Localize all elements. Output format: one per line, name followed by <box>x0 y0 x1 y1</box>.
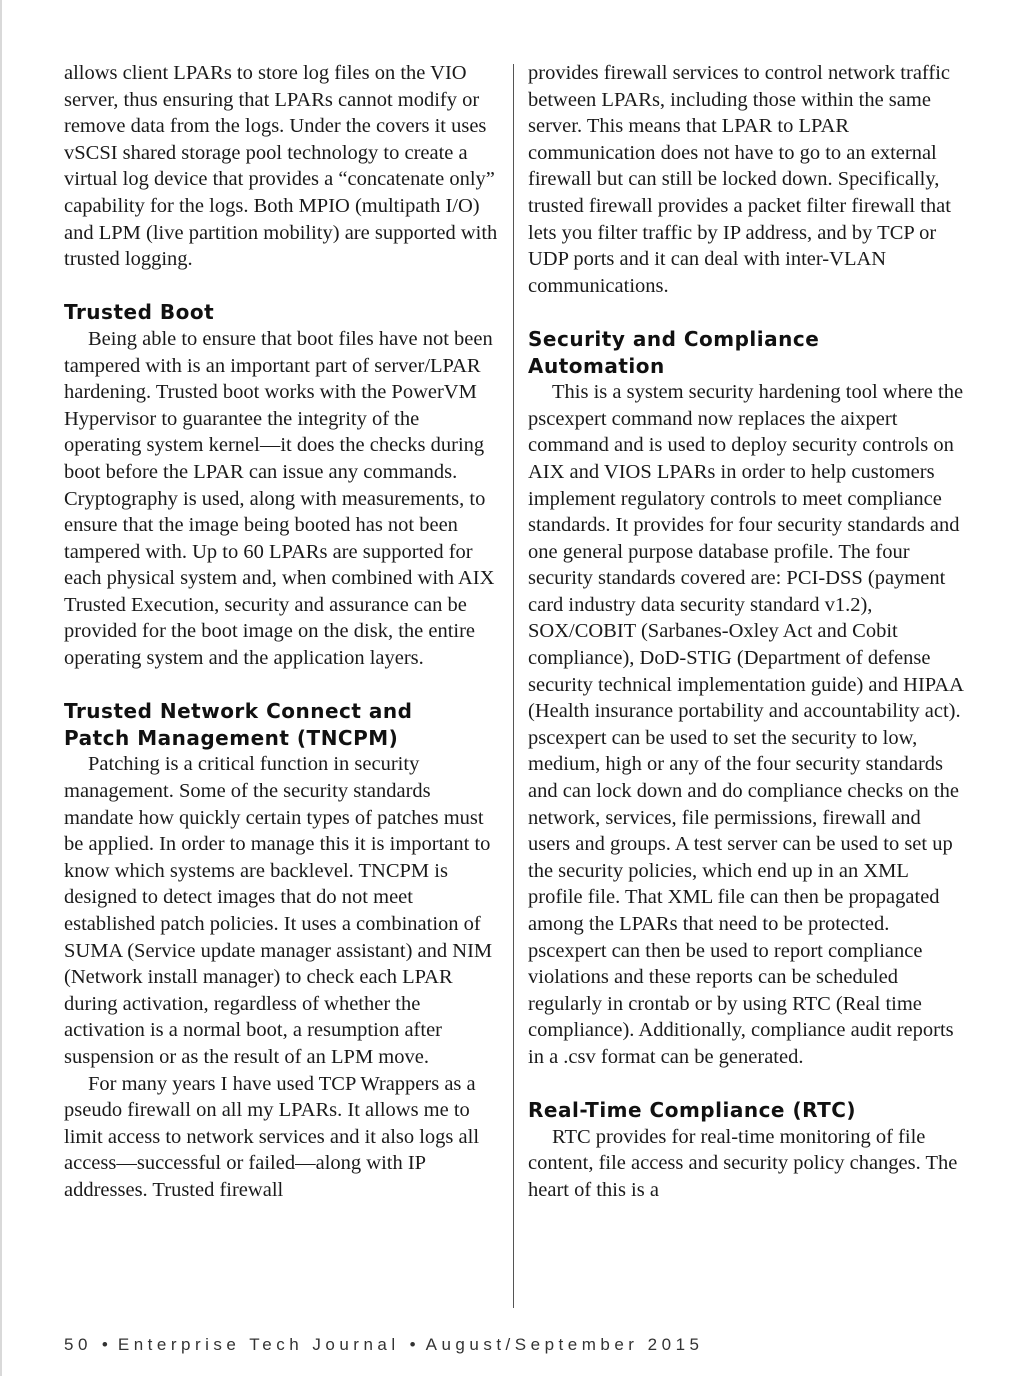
spacer <box>528 1071 964 1098</box>
paragraph-trusted-firewall: provides firewall services to control network traffic between LPARs, including those within the same server. This means that LPAR to LPAR communication does not have to go to an external firewall but can still be locked down. Specifically, trusted firewall provides a packet filter firewall that lets you filter traffic by IP address, and by TCP or UDP ports and it can deal with inter-VLAN communications. <box>528 62 951 297</box>
page-footer <box>64 1335 703 1355</box>
page-edge <box>0 0 2 1376</box>
heading-tncpm-line2: Patch Management (TNCPM) <box>64 725 399 750</box>
heading-trusted-boot: Trusted Boot <box>64 300 215 325</box>
footer-separator: • <box>101 1335 108 1354</box>
column-divider <box>513 64 514 1308</box>
paragraph-trusted-boot: Being able to ensure that boot files have not been tampered with is an important part of server/LPAR hardening. Trusted boot works with the PowerVM Hypervisor to guarantee the integrity of the operating system kernel—it does the checks during boot before the LPAR can issue any commands. Cryptography is used, along with measurements, to ensure that the image being booted has not been tampered with. Up to 60 LPARs are supported for each physical system and, when combined with AIX Trusted Execution, security and assurance can be provided for the boot image on the disk, the entire operating system and the application layers. <box>64 327 495 670</box>
heading-security-compliance-automation <box>528 326 964 379</box>
spacer <box>64 273 500 300</box>
paragraph-real-time-compliance: RTC provides for real-time monitoring of file content, file access and security policy changes. The heart of this is a <box>528 1125 958 1201</box>
heading-tncpm <box>64 698 500 751</box>
publication-name: Enterprise Tech Journal <box>117 1335 400 1354</box>
paragraph-security-compliance-automation: This is a system security hardening tool where the pscexpert command now replaces the aixpert command and is used to deploy security controls on AIX and VIOS LPARs in order to help customers implement regulatory controls to meet compliance standards. It provides for four security standards and one general purpose database profile. The four security standards covered are: PCI-DSS (payment card industry data security standard v1.2), SOX/COBIT (Sarbanes-Oxley Act and Cobit compliance), DoD-STIG (Department of defense security technical implementation guide) and HIPAA (Health insurance portability and accountability act). pscexpert can be used to set the security to low, medium, high or any of the four security standards and can lock down and do compliance checks on the network, services, file permissions, firewall and users and groups. A test server can be used to set up the security policies, which end up in an XML profile file. That XML file can then be propagated among the LPARs that need to be protected. pscexpert can then be used to report compliance violations and these reports can be scheduled regularly in crontab or by using RTC (Real time compliance). Additionally, compliance audit reports in a .csv format can be generated. <box>528 381 964 1068</box>
paragraph-tcp-wrappers: For many years I have used TCP Wrappers as a pseudo firewall on all my LPARs. It allows me to limit access to network services and it also logs all access—successful or failed—along with IP addresses. Trusted firewall <box>64 1072 480 1201</box>
paragraph-tncpm: Patching is a critical function in security management. Some of the security standards mandate how quickly certain types of patches must be applied. In order to manage this it is important to know which systems are backlevel. TNCPM is designed to detect images that do not meet established patch policies. It uses a combination of SUMA (Service update manager assistant) and NIM (Network install manager) to check each LPAR during activation, regardless of whether the activation is a normal boot, a resumption after suspension or as the result of an LPM move. <box>64 753 493 1068</box>
spacer <box>528 299 964 326</box>
heading-tncpm-line1: Trusted Network Connect and <box>64 699 413 724</box>
heading-sca-line2: Automation <box>528 353 665 378</box>
footer-separator: • <box>409 1335 416 1354</box>
heading-real-time-compliance: Real-Time Compliance (RTC) <box>528 1098 857 1123</box>
spacer <box>64 672 500 699</box>
page-number: 50 <box>64 1335 92 1354</box>
right-column <box>528 60 964 1204</box>
left-column <box>64 60 500 1204</box>
heading-sca-line1: Security and Compliance <box>528 326 820 351</box>
paragraph-trusted-logging: allows client LPARs to store log files on the VIO server, thus ensuring that LPARs cannot modify or remove data from the logs. Under the covers it uses vSCSI shared storage pool technology to create a virtual log device that provides a “concatenate only” capability for the logs. Both MPIO (multipath I/O) and LPM (live partition mobility) are supported with trusted logging. <box>64 62 498 271</box>
issue-date: August/September 2015 <box>425 1335 704 1354</box>
